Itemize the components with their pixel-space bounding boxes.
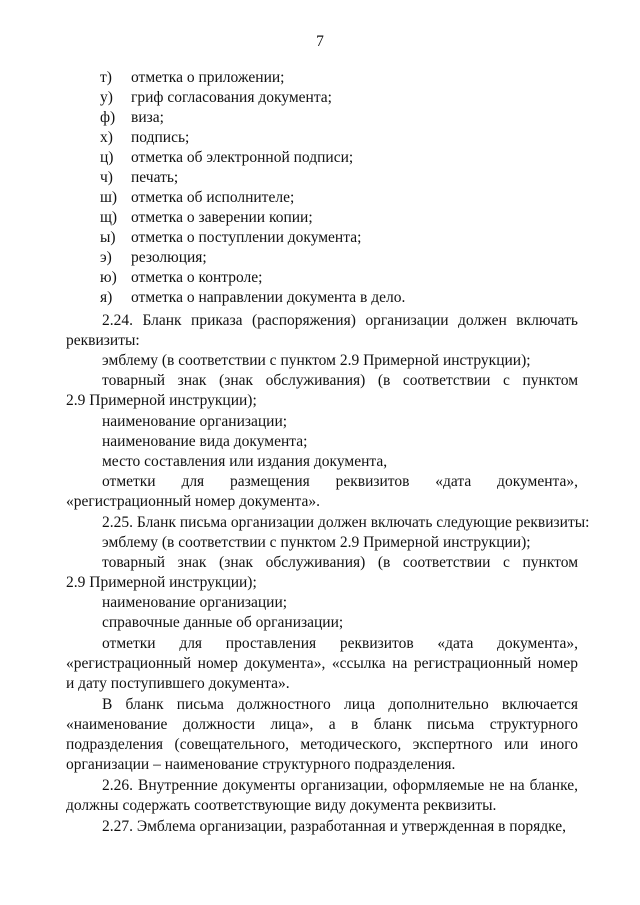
paragraph-line: наименование вида документа; bbox=[102, 433, 308, 450]
list-letter: я) bbox=[100, 289, 113, 306]
paragraph-line: эмблему (в соответствии с пунктом 2.9 Примерной инструкции); bbox=[102, 534, 531, 551]
paragraph-line: товарный знак (знак обслуживания) (в соответствии с пунктом bbox=[102, 554, 578, 571]
paragraph-line: отметки для размещения реквизитов «дата документа», bbox=[102, 473, 578, 490]
paragraph-line: В бланк письма должностного лица дополнительно включается bbox=[102, 696, 578, 713]
list-text: подпись; bbox=[131, 129, 190, 146]
paragraph-line: и дату поступившего документа». bbox=[66, 675, 290, 692]
list-item bbox=[0, 108, 640, 128]
paragraph-line: наименование организации; bbox=[102, 413, 288, 430]
list-letter: ч) bbox=[100, 169, 113, 186]
page-number: 7 bbox=[316, 33, 324, 50]
list-text: отметка о контроле; bbox=[131, 269, 263, 286]
list-text: отметка об исполнителе; bbox=[131, 189, 295, 206]
paragraph-line: справочные данные об организации; bbox=[102, 614, 344, 631]
paragraph-line: 2.9 Примерной инструкции); bbox=[66, 392, 257, 409]
list-item bbox=[0, 68, 640, 88]
list-text: печать; bbox=[131, 169, 179, 186]
list-letter: ш) bbox=[100, 189, 118, 206]
list-text: отметка о приложении; bbox=[131, 69, 285, 86]
list-item bbox=[0, 128, 640, 148]
list-letter: ф) bbox=[100, 109, 116, 126]
list-letter: т) bbox=[100, 69, 112, 86]
list-letter: э) bbox=[100, 249, 112, 266]
list-text: гриф согласования документа; bbox=[131, 89, 332, 106]
paragraph-line: реквизиты: bbox=[66, 332, 140, 349]
list-letter: ц) bbox=[100, 149, 114, 166]
paragraph-line: 2.26. Внутренние документы организации, оформляемые не на бланке, bbox=[102, 777, 578, 794]
list-text: отметка о поступлении документа; bbox=[131, 229, 362, 246]
paragraph-line: 2.27. Эмблема организации, разработанная и утвержденная в порядке, bbox=[102, 818, 566, 835]
list-item bbox=[0, 148, 640, 168]
paragraph-line: должны содержать соответствующие виду документа реквизиты. bbox=[66, 797, 497, 814]
list-letter: у) bbox=[100, 89, 113, 106]
list-text: отметка о направлении документа в дело. bbox=[131, 289, 406, 306]
list-text: отметка о заверении копии; bbox=[131, 209, 313, 226]
list-letter: х) bbox=[100, 129, 113, 146]
list-item bbox=[0, 248, 640, 268]
paragraph-line: «наименование должности лица», а в бланк письма структурного bbox=[66, 716, 578, 733]
paragraph-line: 2.24. Бланк приказа (распоряжения) организации должен включать bbox=[102, 312, 578, 329]
list-item bbox=[0, 288, 640, 308]
list-item bbox=[0, 88, 640, 108]
list-item bbox=[0, 168, 640, 188]
paragraph-line: 2.9 Примерной инструкции); bbox=[66, 574, 257, 591]
paragraph-line: наименование организации; bbox=[102, 594, 288, 611]
paragraph-line: место составления или издания документа, bbox=[102, 453, 388, 470]
list-text: отметка об электронной подписи; bbox=[131, 149, 354, 166]
paragraph-line: отметки для проставления реквизитов «дата документа», bbox=[102, 635, 578, 652]
list-item bbox=[0, 268, 640, 288]
paragraph-line: эмблему (в соответствии с пунктом 2.9 Примерной инструкции); bbox=[102, 352, 531, 369]
paragraph-line: «регистрационный номер документа», «ссылка на регистрационный номер bbox=[66, 655, 578, 672]
list-item bbox=[0, 188, 640, 208]
list-item bbox=[0, 228, 640, 248]
list-text: виза; bbox=[131, 109, 164, 126]
list-text: резолюция; bbox=[131, 249, 207, 266]
list-letter: щ) bbox=[100, 209, 118, 226]
list-item bbox=[0, 208, 640, 228]
paragraph-line: товарный знак (знак обслуживания) (в соответствии с пунктом bbox=[102, 372, 578, 389]
list-letter: ы) bbox=[100, 229, 116, 246]
paragraph-line: подразделения (совещательного, методического, экспертного или иного bbox=[66, 736, 578, 753]
paragraph-line: организации – наименование структурного подразделения. bbox=[66, 756, 456, 773]
list-letter: ю) bbox=[100, 269, 117, 286]
paragraph-line: 2.25. Бланк письма организации должен включать следующие реквизиты: bbox=[102, 514, 590, 531]
paragraph-line: «регистрационный номер документа». bbox=[66, 493, 321, 510]
